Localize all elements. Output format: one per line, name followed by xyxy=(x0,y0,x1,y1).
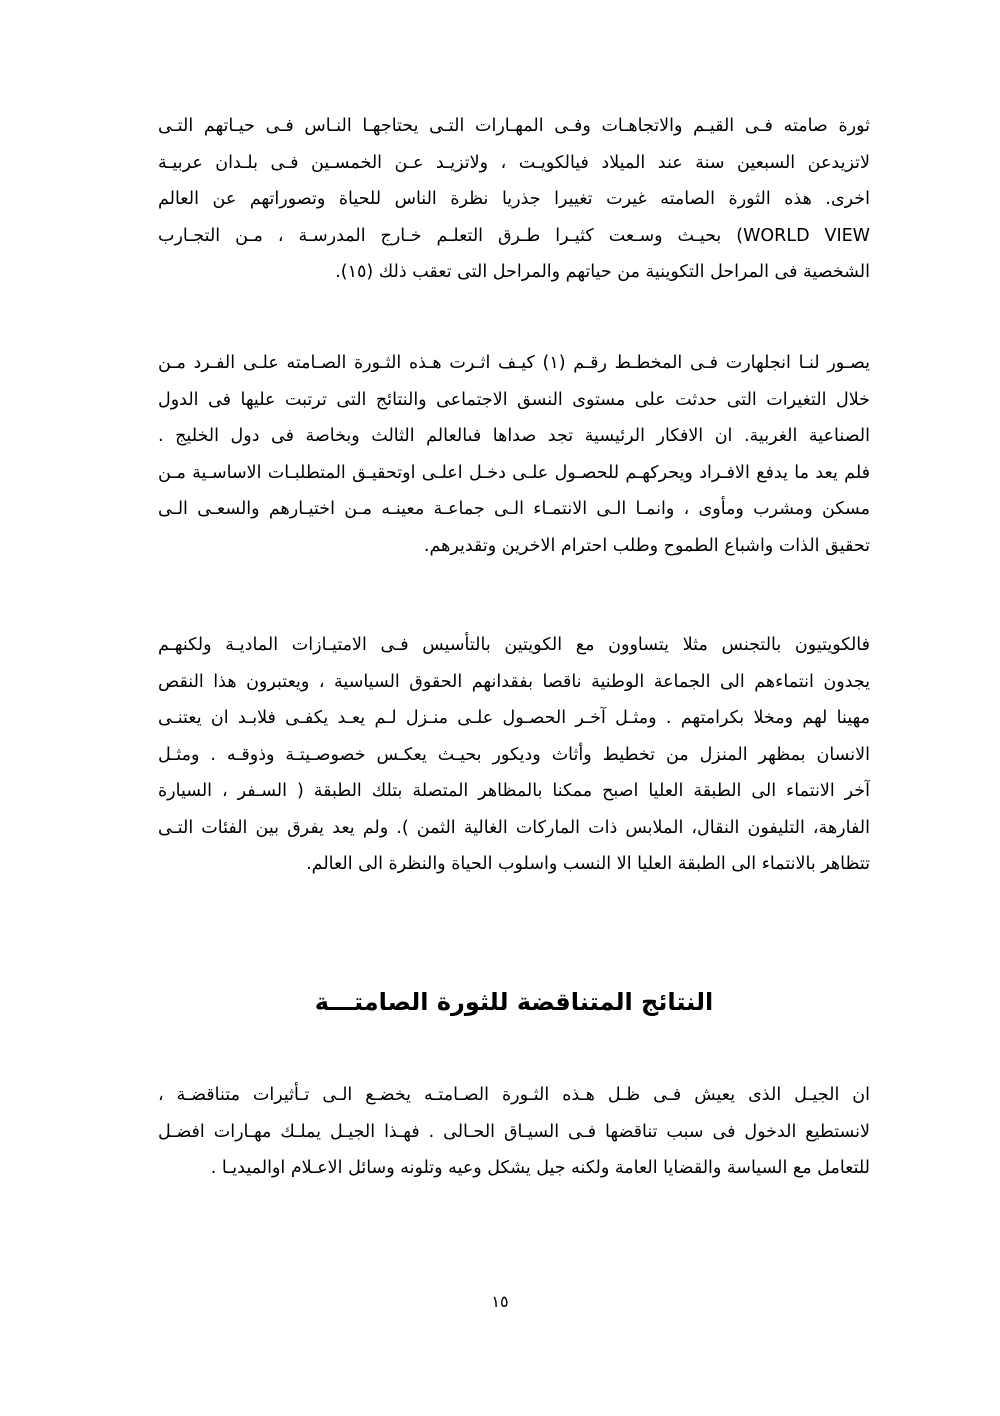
paragraph-kuwaiti-examples xyxy=(158,627,870,883)
text-line: تحقيق الذات واشباع الطموح وطلب احترام الاخرين وتقديرهم. xyxy=(423,535,870,556)
text-line: الفارهة، التليفون النقال، الملابس ذات الماركات الغالية الثمن ). ولم يعد يفرق بين الفئات التـى xyxy=(158,817,870,838)
text-line: ثورة صامته فـى القيـم والاتجاهـات وفـى المهـارات التـى يحتاجهـا النـاس فـى حيـاتهم التـى xyxy=(158,116,870,136)
text-line: الصناعية الغربية. ان الافكار الرئيسية تجد صداها فىالعالم الثالث وبخاصة فى دول الخليج . xyxy=(158,426,870,446)
text-line: مسكن ومشرب ومأوى ، وانمـا الـى الانتمـاء الـى جماعـة معينـه مـن اختيـارهم والسعـى الـى xyxy=(158,499,870,519)
page-number: ١٥ xyxy=(491,1292,509,1311)
text-line: فلم يعد ما يدفع الافـراد ويحركهـم للحصـول علـى دخـل اعلـى اوتحقيـق المتطلبـات الاساسـية مـن xyxy=(158,462,870,483)
text-line: للتعامل مع السياسة والقضايا العامة ولكنه جيل يشكل وعيه وتلونه وسائل الاعـلام اوالميديـا . xyxy=(210,1158,870,1178)
text-line: الشخصية فى المراحل التكوينية من حياتهم والمراحل التى تعقب ذلك (١٥). xyxy=(335,262,870,282)
paragraph-silent-revolution xyxy=(158,108,870,291)
text-line: مهينا لهم ومخلا بكرامتهم . ومثـل آخـر الحصـول علـى منـزل لـم يعـد يكفـى فلابـد ان يعتنـى xyxy=(158,708,870,728)
text-line: الانسان بمظهر المنزل من تخطيط وأثاث وديكور بحيـث يعكـس خصوصـيتـة وذوقـه . ومثـل xyxy=(158,744,870,765)
text-line: تتظاهر بالانتماء الى الطبقة العليا الا النسب واسلوب الحياة والنظرة الى العالم. xyxy=(306,854,870,874)
text-line: آخر الانتماء الى الطبقة العليا اصبح ممكنا بالمظاهر المتصلة بتلك الطبقة ( السـفر ، السيارة xyxy=(158,781,870,801)
text-line: فالكويتيون بالتجنس مثلا يتساوون مع الكويتين بالتأسيس فـى الامتيـازات الماديـة ولكنهـم xyxy=(158,635,870,655)
text-line: خلال التغيرات التى حدثت على مستوى النسق الاجتماعى والنتائج التى ترتبت عليها فى الدول xyxy=(158,389,870,410)
paragraph-inglehart-diagram xyxy=(158,345,870,564)
section-heading: النتائج المتناقضة للثورة الصامتـــة xyxy=(314,988,714,1016)
text-line: يصـور لنـا انجلهارت فـى المخطـط رقـم (١) كيـف اثـرت هـذه الثـورة الصـامته علـى الفـرد مـن xyxy=(158,353,870,373)
text-line: يجدون انتماءهم الى الجماعة الوطنية ناقصا بفقدانهم الحقوق السياسية ، ويعتبرون هذا النقص xyxy=(158,671,870,692)
text-line: لاتزيدعن السبعين سنة عند الميلاد فيالكويـت ، ولاتزيـد عـن الخمسـين فـى بلـدان عربيـة xyxy=(158,152,870,173)
text-line: لانستطيع الدخول فى سبب تناقضها فـى السيـاق الحـالى . فهـذا الجيـل يملـك مهـارات افضـل xyxy=(158,1121,870,1142)
paragraph-contradictory-effects xyxy=(158,1077,870,1187)
text-line: ان الجيـل الذى يعيش فـى ظـل هـذه الثـورة الصـامتـه يخضـع الـى تـأثيرات متناقضـة ، xyxy=(158,1085,870,1105)
text-line: اخرى. هذه الثورة الصامته غيرت تغييرا جذريا نظرة الناس للحياة وتصوراتهم عن العالم xyxy=(158,189,870,209)
text-line: WORLD VIEW) بحيـث وسـعت كثيـرا طـرق التعلـم خـارج المدرسـة ، مـن التجـارب xyxy=(158,225,870,246)
